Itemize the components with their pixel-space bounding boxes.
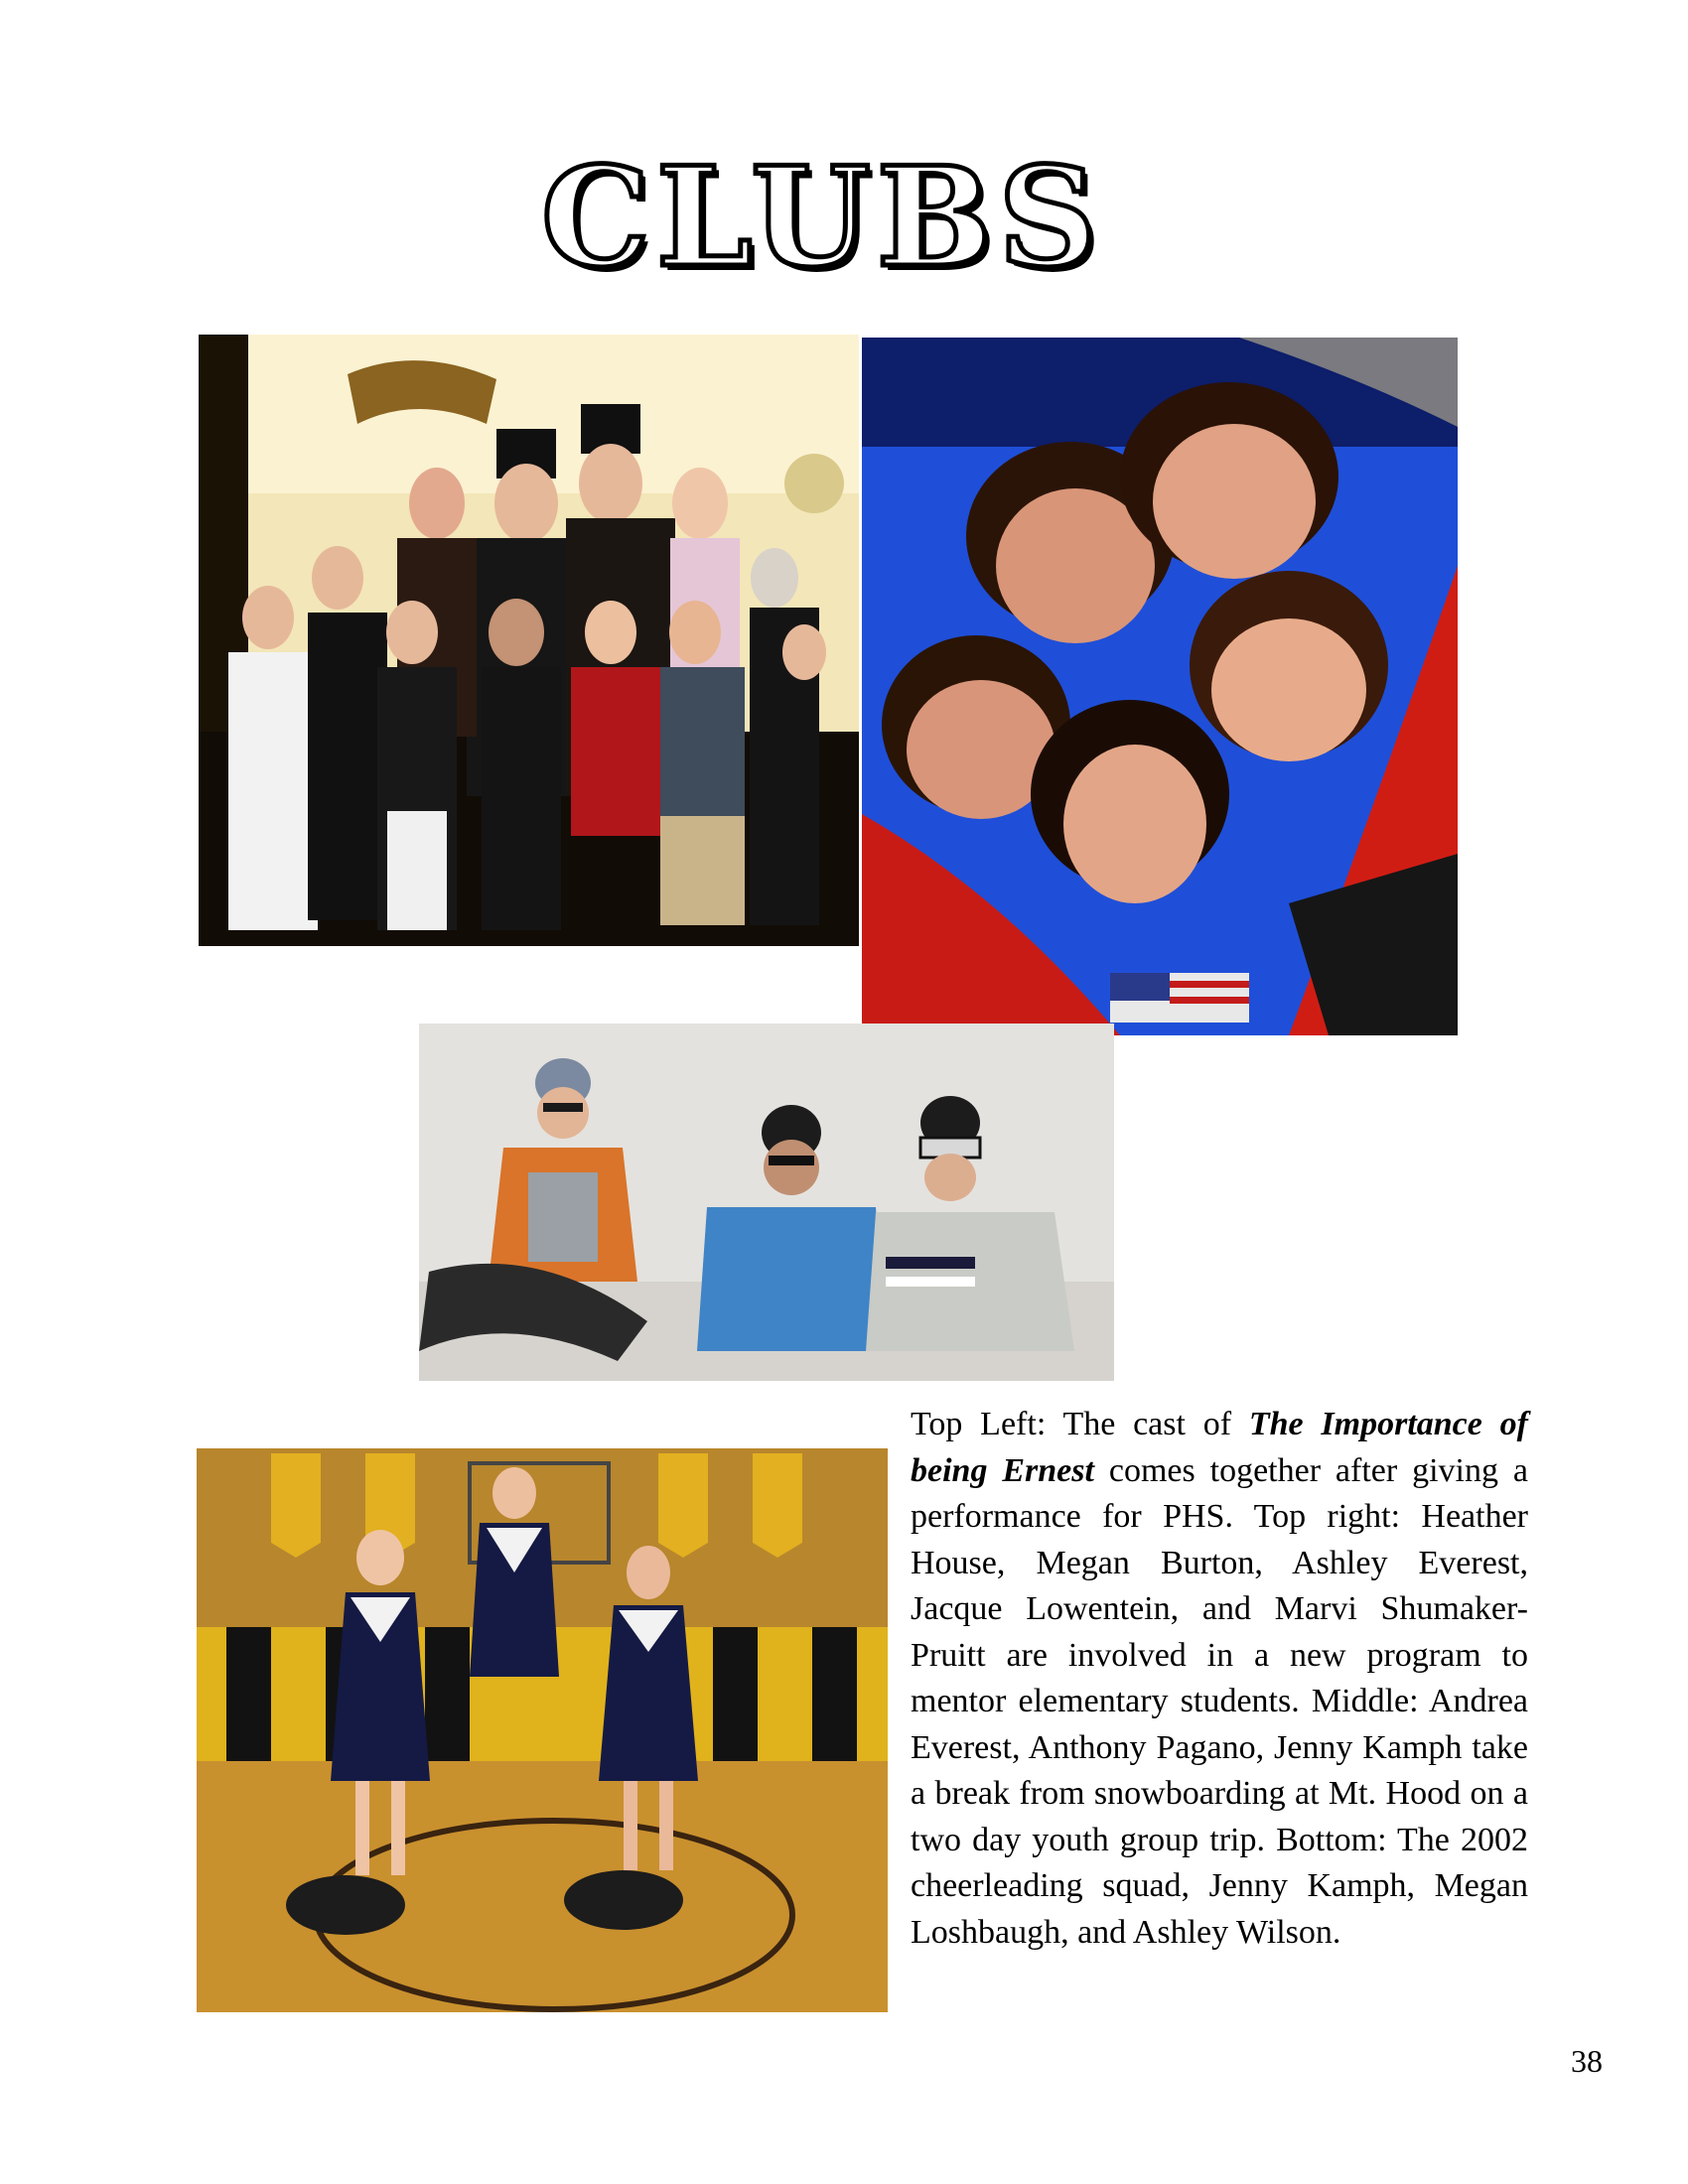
huddle-photo (862, 338, 1458, 1035)
caption-intro: Top Left: The cast of (911, 1406, 1249, 1442)
play-title: The Importance of being Ernest (911, 1406, 1528, 1489)
play-cast-photo (199, 335, 859, 946)
page-number: 38 (1571, 2043, 1603, 2079)
cheerleading-photo (197, 1448, 888, 2012)
snowboarding-photo (419, 1024, 1114, 1381)
photo-caption (911, 1402, 1528, 1956)
page-title: CLUBS (541, 136, 1103, 298)
caption-body: comes together after giving a performance for PHS. Top right: Heather House, Megan Burton, Ashley Everest, Jacque Lowentein, and Marvi Shumaker-Pruitt are involved in a new program to mentor elementary students. Middle: Andrea Everest, Anthony Pagano, Jenny Kamph take a break from snowboarding at Mt. Hood on a two day youth group trip. Bottom: The 2002 cheerleading squad, Jenny Kamph, Megan Loshbaugh, and Ashley Wilson. (911, 1451, 1528, 1951)
